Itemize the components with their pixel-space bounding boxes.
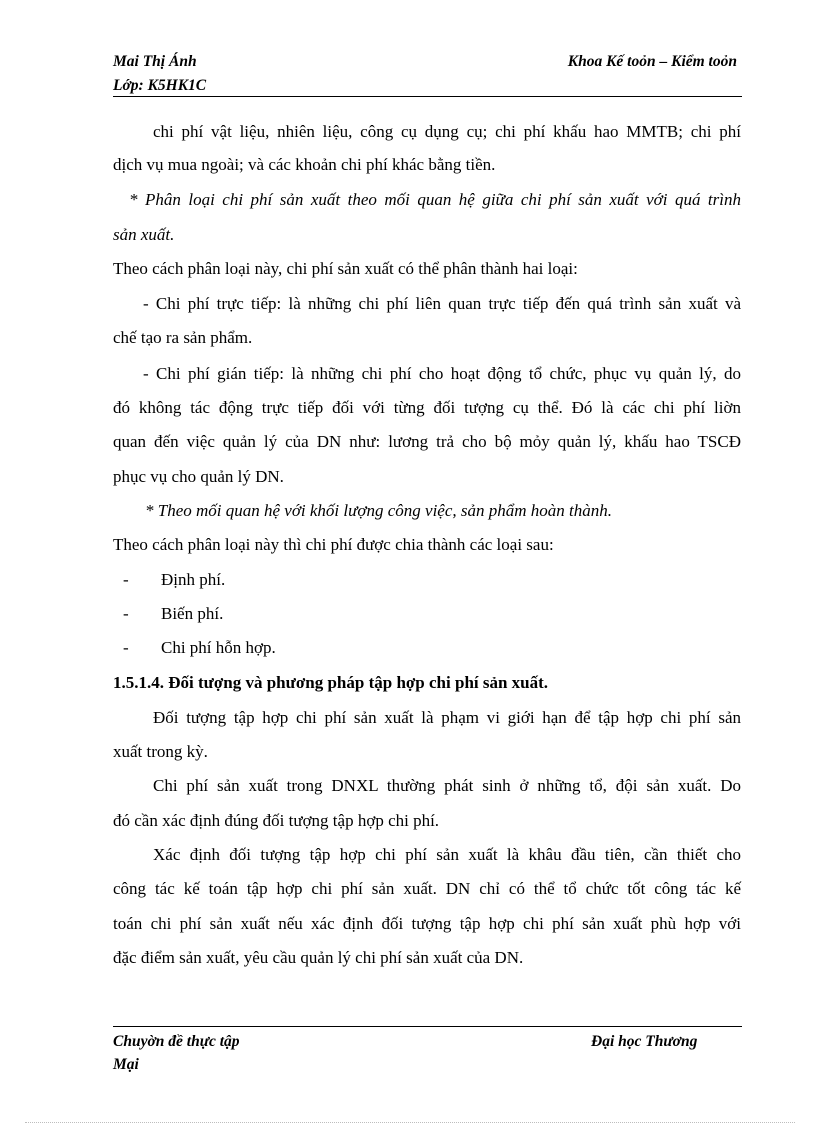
p9-line1: Chi phí sản xuất trong DNXL thường phát sinh ở những tổ, đội sản xuất. Do bbox=[153, 776, 741, 795]
footer-left-line2: Mại bbox=[113, 1056, 139, 1073]
header-author: Mai Thị Ánh bbox=[113, 53, 197, 70]
p1-line2: dịch vụ mua ngoài; và các khoản chi phí khác bằng tiền. bbox=[113, 155, 496, 174]
footer-left-line1: Chuyờn đề thực tập bbox=[113, 1033, 240, 1050]
bullet-item-3: Chi phí hỗn hợp. bbox=[161, 638, 276, 657]
p10-line3: toán chi phí sản xuất nếu xác định đối tượng tập hợp chi phí sản xuất phù hợp với bbox=[113, 914, 741, 933]
header-class: Lớp: K5HK1C bbox=[113, 77, 207, 94]
p1-line1: chi phí vật liệu, nhiên liệu, công cụ dụng cụ; chi phí khấu hao MMTB; chi phí bbox=[153, 122, 741, 141]
p2-line2: sản xuất. bbox=[113, 225, 175, 244]
p8-line1: Đối tượng tập hợp chi phí sản xuất là phạm vi giới hạn để tập hợp chi phí sản bbox=[153, 708, 741, 727]
p3-line: Theo cách phân loại này, chi phí sản xuất có thể phân thành hai loại: bbox=[113, 259, 578, 278]
p5-line3: quan đến việc quản lý của DN như: lương trả cho bộ mỏy quản lý, khấu hao TSCĐ bbox=[113, 432, 741, 451]
header-department: Khoa Kế toỏn – Kiểm toỏn bbox=[567, 53, 737, 70]
p8-line2: xuất trong kỳ. bbox=[113, 742, 208, 761]
p4-line2: chế tạo ra sản phẩm. bbox=[113, 328, 253, 347]
bullet-item-2: Biến phí. bbox=[161, 604, 224, 623]
bullet-item-1: Định phí. bbox=[161, 570, 226, 589]
p10-line2: công tác kế toán tập hợp chi phí sản xuất. DN chỉ có thể tổ chức tốt công tác kế bbox=[113, 879, 741, 898]
bullet-dash-2: - bbox=[123, 604, 129, 623]
p6-line: * Theo mối quan hệ với khối lượng công việc, sản phẩm hoàn thành. bbox=[145, 501, 612, 520]
bullet-dash-1: - bbox=[123, 570, 129, 589]
p10-line1: Xác định đối tượng tập hợp chi phí sản xuất là khâu đầu tiên, cần thiết cho bbox=[153, 845, 741, 864]
p7-line: Theo cách phân loại này thì chi phí được chia thành các loại sau: bbox=[113, 535, 554, 554]
p4-line1: - Chi phí trực tiếp: là những chi phí liên quan trực tiếp đến quá trình sản xuất và bbox=[143, 294, 741, 313]
p5-line1: - Chi phí gián tiếp: là những chi phí cho hoạt động tổ chức, phục vụ quản lý, do bbox=[143, 364, 741, 383]
section-heading: 1.5.1.4. Đối tượng và phương pháp tập hợp chi phí sản xuất. bbox=[113, 673, 549, 692]
p2-line1: * Phân loại chi phí sản xuất theo mối quan hệ giữa chi phí sản xuất với quá trình bbox=[129, 190, 741, 209]
header-rule bbox=[113, 96, 742, 97]
bullet-dash-3: - bbox=[123, 638, 129, 657]
footer-rule bbox=[113, 1026, 742, 1027]
p5-line2: đó không tác động trực tiếp đối với từng đối tượng cụ thể. Đó là các chi phí liờn bbox=[113, 398, 741, 417]
p10-line4: đặc điểm sản xuất, yêu cầu quản lý chi phí sản xuất của DN. bbox=[113, 948, 524, 967]
p9-line2: đó cần xác định đúng đối tượng tập hợp chi phí. bbox=[113, 811, 440, 830]
footer-right: Đại học Thương bbox=[591, 1033, 698, 1050]
p5-line4: phục vụ cho quản lý DN. bbox=[113, 467, 284, 486]
